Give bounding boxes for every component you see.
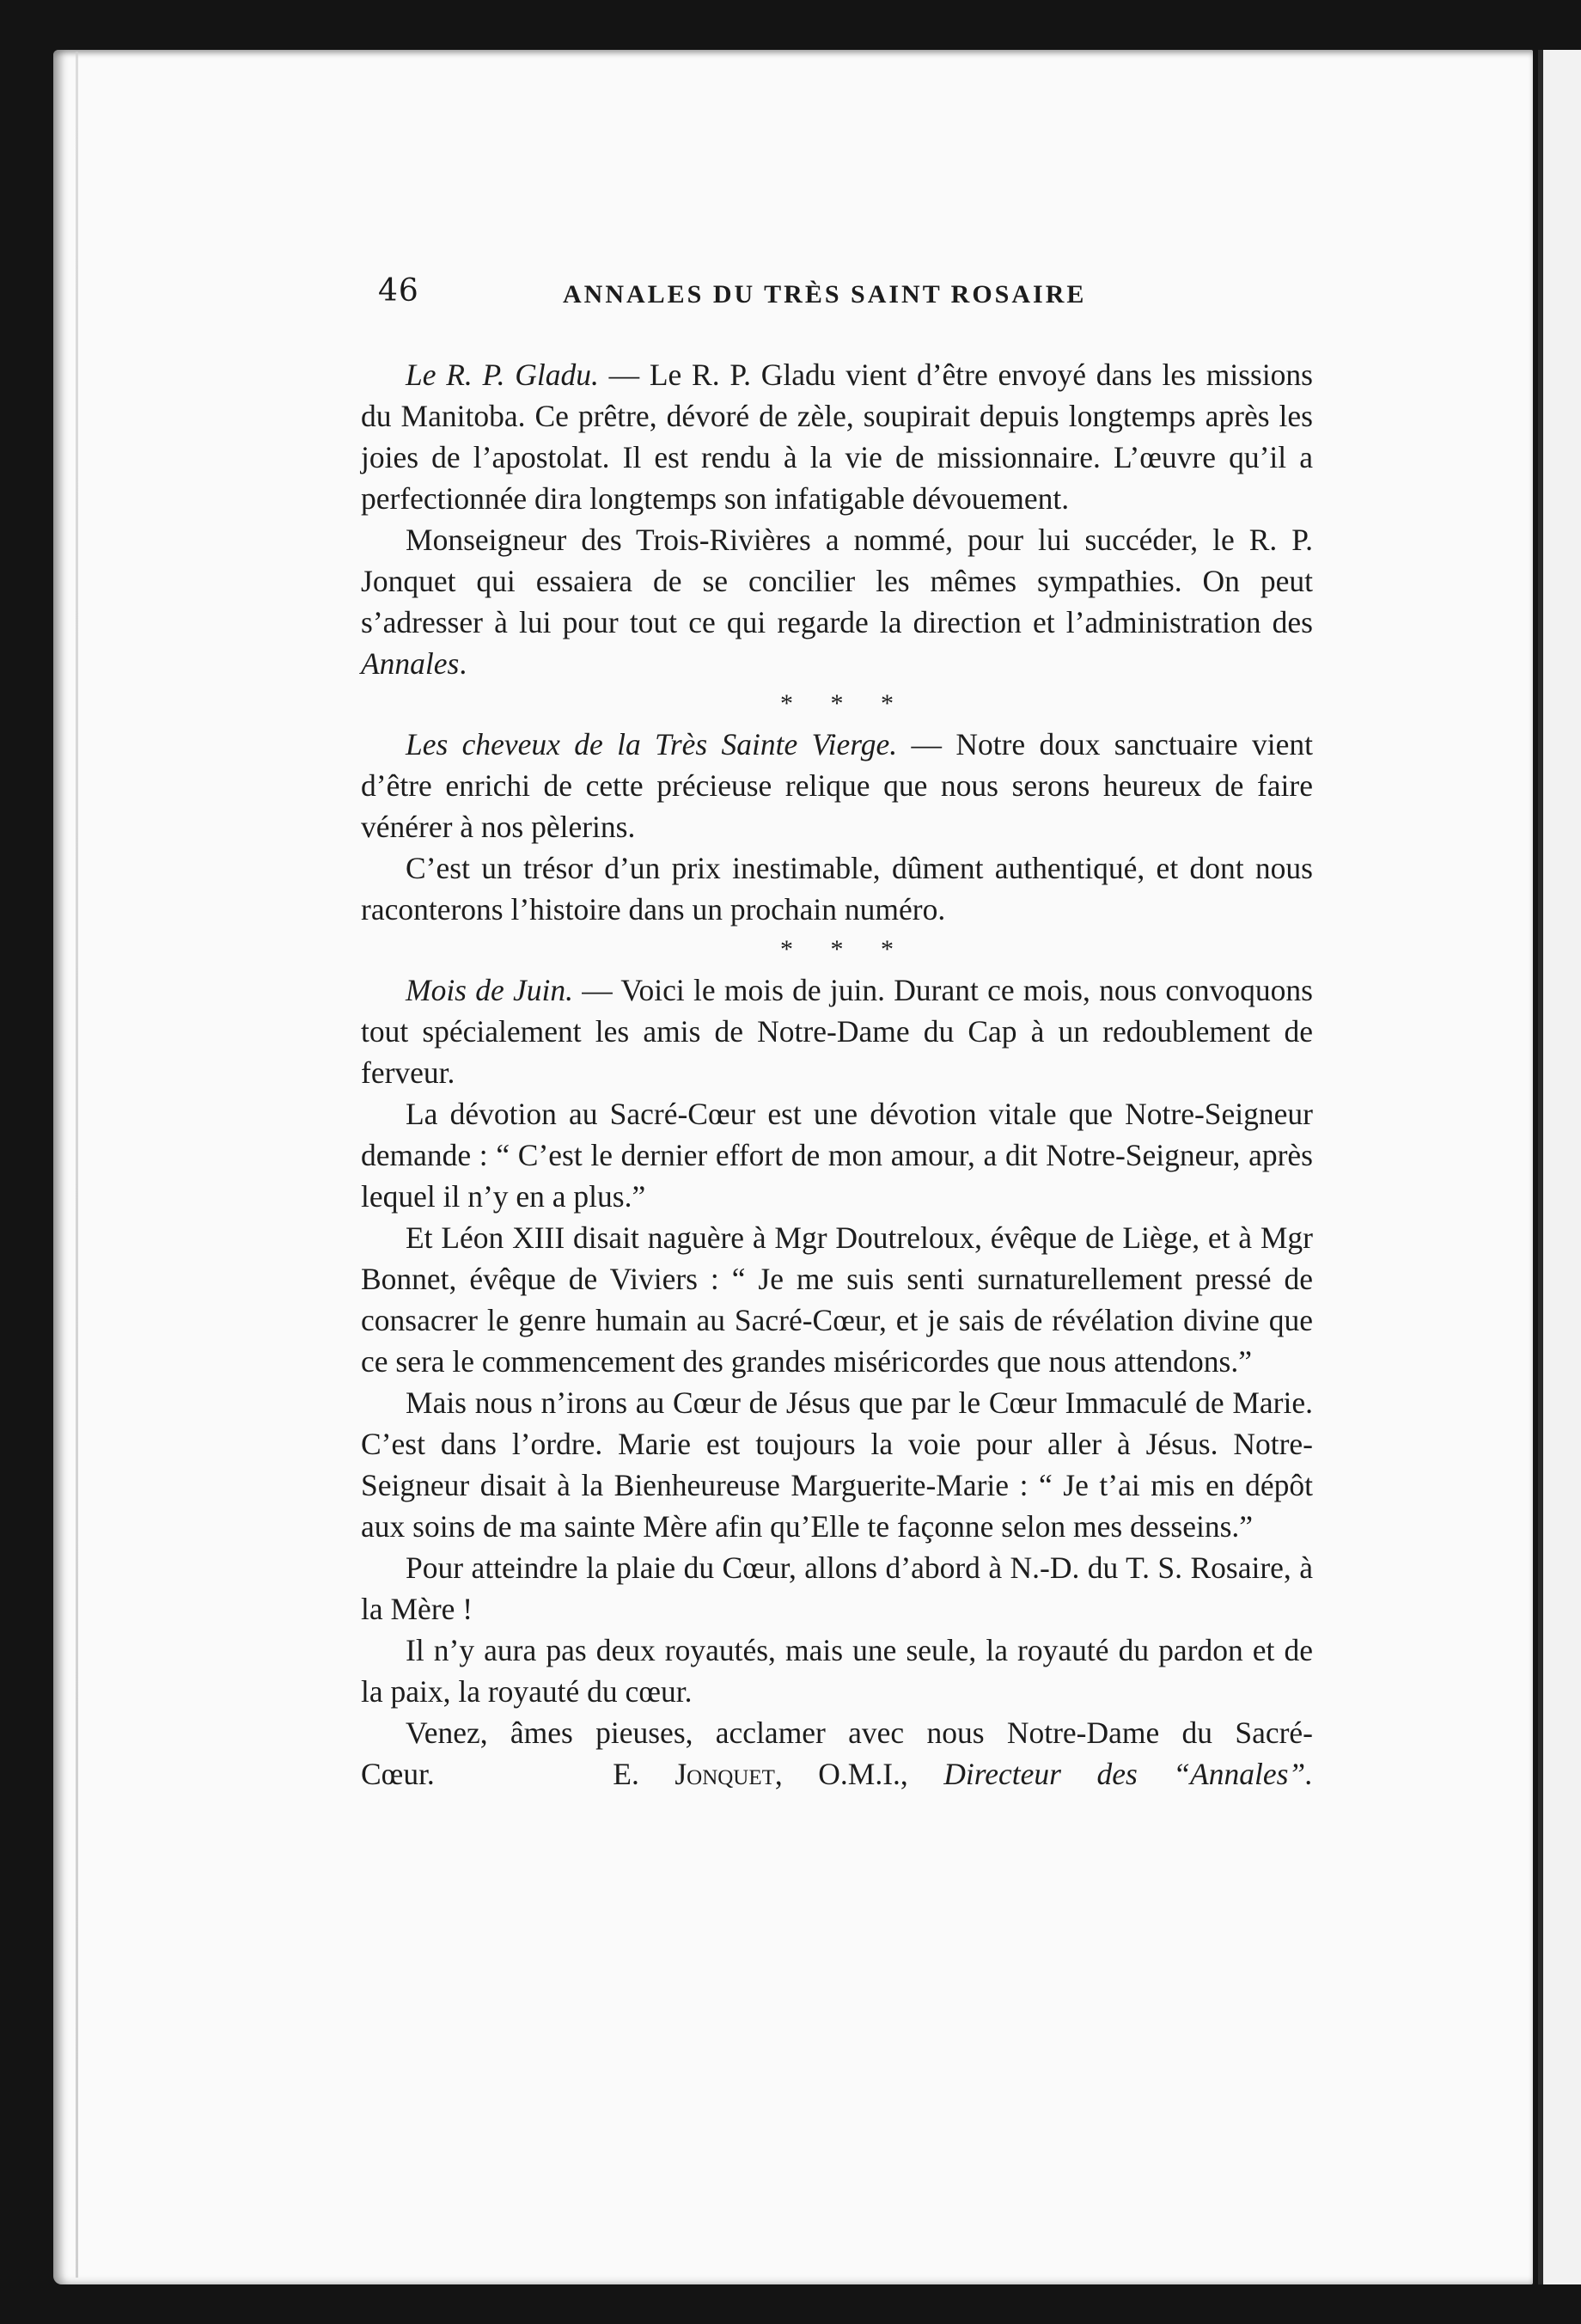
section-lead-juin: Mois de Juin.	[406, 973, 574, 1007]
paragraph-leon-xiii: Et Léon XIII disait naguère à Mgr Doutreloux, évêque de Liège, et à Mgr Bonnet, évêque de Viviers : “ Je me suis senti surnaturellement pressé de consacrer le genre humain au Sacré-Cœur, et je sais de révélation divine que ce sera le commencement des grandes miséricordes que nous attendons.”	[361, 1220, 1313, 1379]
paragraph-successor	[361, 519, 1313, 684]
paragraph-devotion: La dévotion au Sacré-Cœur est une dévotion vitale que Notre-Seigneur demande : “ C’est le dernier effort de mon amour, a dit Notre-Seigneur, après lequel il n’y en a plus.”	[361, 1097, 1313, 1214]
page-gutter	[76, 52, 78, 2278]
paragraph-plaie: Pour atteindre la plaie du Cœur, allons d’abord à N.-D. du T. S. Rosaire, à la Mère !	[361, 1550, 1313, 1626]
paragraph-gladu	[361, 354, 1313, 519]
section-lead-cheveux: Les cheveux de la Très Sainte Vierge.	[406, 727, 898, 761]
section-lead-gladu: Le R. P. Gladu.	[406, 358, 599, 392]
paragraph-text: Venez, âmes pieuses, acclamer avec nous Notre-Dame du Sacré-Cœur.	[361, 1715, 1313, 1791]
paragraph-closing	[361, 1712, 1313, 1795]
paragraph-royaute: Il n’y aura pas deux royautés, mais une seule, la royauté du pardon et de la paix, la royauté du cœur.	[361, 1633, 1313, 1709]
paragraph-mois-juin	[361, 969, 1313, 1093]
section-separator: * * *	[780, 689, 909, 718]
paragraph-coeur-immacule: Mais nous n’irons au Cœur de Jésus que par le Cœur Immaculé de Marie. C’est dans l’ordre. Marie est toujours la voie pour aller à Jésus. Notre-Seigneur disait à la Bienheureuse Marguerite-Marie : “ Je t’ai mis en dépôt aux soins de ma sainte Mère afin qu’Elle te façonne selon mes desseins.”	[361, 1385, 1313, 1544]
paragraph-text: — Le R. P. Gladu vient d’être envoyé dans les missions du Manitoba. Ce prêtre, dévoré de zèle, soupirait depuis longtemps après les joies de l’apostolat. Il est rendu à la vie de missionnaire. L’œuvre qu’il a perfectionnée dira longtemps son infatigable dévouement.	[361, 358, 1313, 516]
paragraph-text: — Notre doux sanctuaire vient d’être enrichi de cette précieuse relique que nous serons heureux de faire vénérer à nos pèlerins.	[361, 727, 1314, 844]
page-number: 46	[378, 273, 419, 309]
paragraph-relique	[361, 724, 1313, 847]
signature-order: , O.M.I.,	[774, 1757, 944, 1791]
signature-initial: E.	[613, 1757, 675, 1791]
article-body	[361, 354, 1313, 1795]
paragraph-tresor: C’est un trésor d’un prix inestimable, dûment authentiqué, et dont nous raconterons l’histoire dans un prochain numéro.	[361, 851, 1313, 927]
paragraph-text: .	[459, 646, 467, 681]
signature-name: Jonquet	[675, 1757, 775, 1791]
facing-page-edge	[1538, 50, 1581, 2284]
section-separator: * * *	[780, 935, 909, 963]
signature-title: Directeur des “Annales”.	[943, 1757, 1314, 1791]
running-head: ANNALES DU TRÈS SAINT ROSAIRE	[563, 280, 1087, 309]
paragraph-text: Monseigneur des Trois-Rivières a nommé, pour lui succéder, le R. P. Jonquet qui essaiera de se concilier les mêmes sympathies. On peut s’adresser à lui pour tout ce qui regarde la direction et l’administration des	[361, 523, 1313, 639]
paragraph-text: — Voici le mois de juin. Durant ce mois, nous convoquons tout spécialement les amis de Notre-Dame du Cap à un redoublement de ferveur.	[361, 973, 1313, 1090]
annales-title: Annales	[361, 646, 460, 681]
